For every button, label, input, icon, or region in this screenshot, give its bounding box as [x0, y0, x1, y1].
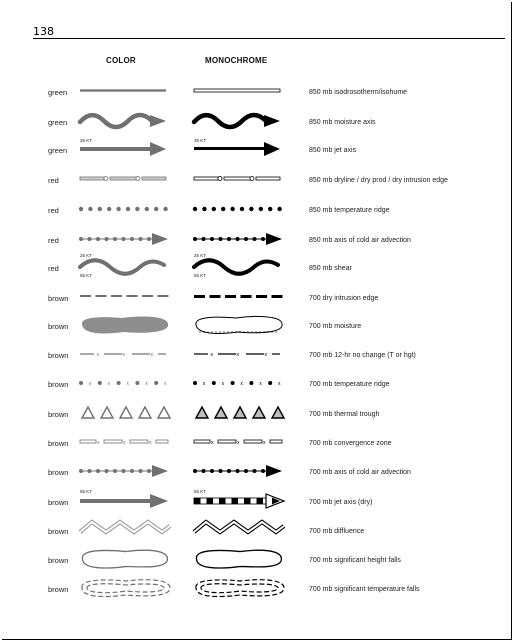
dryline-color-icon [78, 167, 178, 191]
dashed-line-monochrome-icon [192, 285, 292, 309]
symbol-description: 700 mb axis of cold air advection [309, 469, 411, 476]
symbol-description: 850 mb dryline / dry prod / dry intrusion edge [309, 177, 448, 184]
zigzag-color-icon [78, 518, 178, 542]
legend-row [0, 110, 515, 134]
legend-row [0, 228, 515, 252]
legend-row [0, 286, 515, 310]
legend-row [0, 490, 515, 514]
dotted-line-color-icon [78, 197, 178, 221]
dashed-double-outline-monochrome-icon [192, 576, 292, 600]
x-marker: x [149, 440, 152, 446]
legend-row [0, 168, 515, 192]
speed-label: 35 KT [80, 138, 93, 143]
jet-arrow-monochrome-icon [192, 137, 292, 161]
x-marker: x [240, 381, 243, 387]
x-marker: x [96, 352, 99, 358]
jet-arrow-color-icon [78, 137, 178, 161]
color-name-label: brown [48, 585, 69, 594]
dry-jet-arrow-monochrome-icon [192, 489, 292, 513]
color-name-label: red [48, 264, 59, 273]
symbol-description: 700 dry intrusion edge [309, 295, 379, 302]
legend-row [0, 577, 515, 601]
box-x-line-monochrome-icon [192, 430, 292, 454]
x-marker: x [211, 440, 214, 446]
speed-label: 55 KT [80, 273, 93, 278]
shear-wave-monochrome-icon [192, 255, 292, 279]
color-name-label: red [48, 176, 59, 185]
wavy-arrow-color-icon [78, 109, 178, 133]
legend-row [0, 343, 515, 367]
x-line-monochrome-icon [192, 342, 292, 366]
legend-row [0, 460, 515, 484]
x-marker: x [264, 352, 267, 358]
triangle-row-monochrome-icon [192, 401, 292, 425]
x-marker: x [88, 381, 92, 387]
x-marker: x [237, 440, 240, 446]
double-outline-monochrome-icon [192, 547, 292, 571]
legend-row [0, 198, 515, 222]
solid-line-color-icon [78, 79, 178, 103]
color-name-label: green [48, 118, 68, 127]
x-marker: x [210, 352, 213, 358]
color-name-label: red [48, 236, 59, 245]
x-marker: x [145, 381, 148, 387]
x-marker: x [164, 381, 167, 387]
color-name-label: brown [48, 322, 69, 331]
zigzag-monochrome-icon [192, 518, 292, 542]
dry-jet-arrow-color-icon [78, 489, 178, 513]
legend-row [0, 372, 515, 396]
speed-label: 35 KT [194, 138, 207, 143]
dotted-arrow-color-icon [78, 459, 178, 483]
symbol-description: 850 mb axis of cold air advection [309, 237, 411, 244]
dotted-arrow-monochrome-icon [192, 459, 292, 483]
symbol-description: 700 mb significant height falls [309, 557, 401, 564]
double-outline-color-icon [78, 547, 178, 571]
x-marker: x [278, 381, 281, 387]
legend-row [0, 253, 515, 280]
speed-label: 25 KT [80, 253, 93, 258]
color-name-label: green [48, 146, 68, 155]
x-marker: x [126, 381, 129, 387]
column-header-monochrome: MONOCHROME [205, 56, 268, 65]
dot-x-line-monochrome-icon [192, 371, 292, 395]
dashed-double-outline-color-icon [78, 576, 178, 600]
color-name-label: brown [48, 498, 69, 507]
moisture-blob-monochrome-icon [192, 313, 292, 337]
header-rule [33, 38, 505, 39]
triangle-row-color-icon [78, 401, 178, 425]
symbol-description: 850 mb jet axis [309, 147, 357, 154]
color-name-label: green [48, 88, 68, 97]
legend-row [0, 548, 515, 572]
legend-row [0, 138, 515, 162]
symbol-description: 700 mb jet axis (dry) [309, 499, 373, 506]
dot-x-line-color-icon [78, 371, 178, 395]
speed-label: 55 KT [194, 489, 207, 494]
x-marker: x [122, 352, 125, 358]
dotted-arrow-color-icon [78, 227, 178, 251]
solid-line-monochrome-icon [192, 79, 292, 103]
color-name-label: brown [48, 468, 69, 477]
color-name-label: brown [48, 439, 69, 448]
page-number: 138 [33, 25, 54, 38]
symbol-description: 850 mb isodrosotherm/isohume [309, 89, 408, 96]
x-marker: x [263, 440, 266, 446]
speed-label: 25 KT [194, 253, 207, 258]
x-marker: x [123, 440, 126, 446]
wavy-arrow-monochrome-icon [192, 109, 292, 133]
shear-wave-color-icon [78, 255, 178, 279]
dotted-arrow-monochrome-icon [192, 227, 292, 251]
x-marker: x [150, 352, 153, 358]
legend-row [0, 314, 515, 338]
symbol-description: 700 mb temperature ridge [309, 381, 390, 388]
symbol-description: 850 mb shear [309, 265, 352, 272]
color-name-label: brown [48, 351, 69, 360]
symbol-description: 850 mb temperature ridge [309, 207, 390, 214]
symbol-description: 850 mb moisture axis [309, 119, 376, 126]
dryline-monochrome-icon [192, 167, 292, 191]
symbol-description: 700 mb diffluence [309, 528, 365, 535]
legend-row [0, 431, 515, 455]
color-name-label: brown [48, 556, 69, 565]
box-x-line-color-icon [78, 430, 178, 454]
legend-row [0, 402, 515, 426]
x-marker: x [221, 381, 225, 387]
color-name-label: brown [48, 380, 69, 389]
color-name-label: red [48, 206, 59, 215]
symbol-description: 700 mb convergence zone [309, 440, 392, 447]
x-marker: x [107, 381, 111, 387]
column-header-color: COLOR [106, 56, 136, 65]
x-marker: x [236, 352, 239, 358]
symbol-description: 700 mb significant temperature falls [309, 586, 420, 593]
color-name-label: brown [48, 527, 69, 536]
x-line-color-icon [78, 342, 178, 366]
speed-label: 55 KT [80, 489, 93, 494]
symbol-description: 700 mb thermal trough [309, 411, 380, 418]
color-name-label: brown [48, 410, 69, 419]
moisture-blob-color-icon [78, 313, 178, 337]
symbol-description: 700 mb moisture [309, 323, 362, 330]
legend-row [0, 519, 515, 543]
legend-row [0, 80, 515, 104]
dotted-line-monochrome-icon [192, 197, 292, 221]
x-marker: x [259, 381, 262, 387]
x-marker: x [202, 381, 206, 387]
speed-label: 55 KT [194, 273, 207, 278]
symbol-description: 700 mb 12-hr no change (T or hgt) [309, 352, 416, 359]
dashed-line-color-icon [78, 285, 178, 309]
color-name-label: brown [48, 294, 69, 303]
x-marker: x [97, 440, 100, 446]
